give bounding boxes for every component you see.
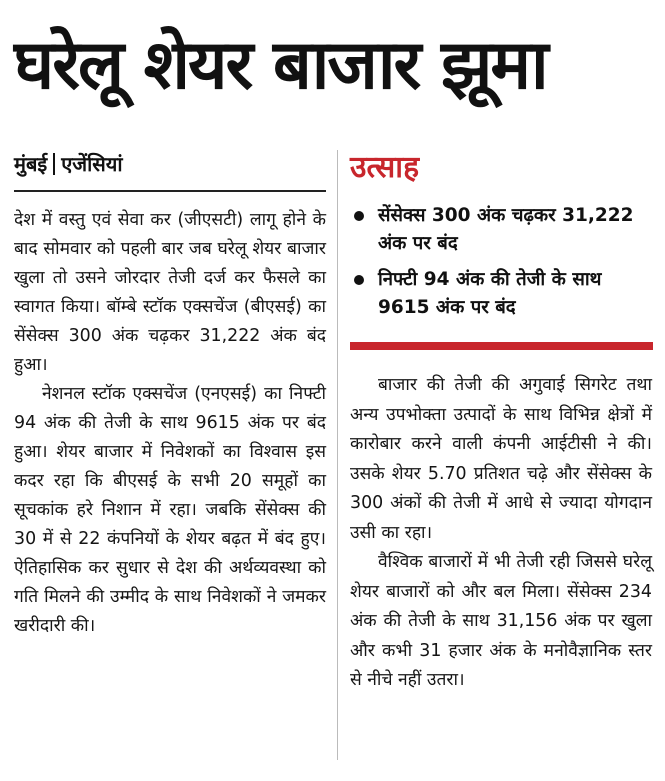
headline: घरेलू शेयर बाजार झूमा (14, 26, 547, 105)
right-paragraph-2: वैश्विक बाजारों में भी तेजी रही जिससे घरेलू शेयर बाजारों को और बल मिला। सेंसेक्स 234 अंक की तेजी के साथ 31,156 अंक पर खुला और कभी 31 हजार अंक के मनोवैज्ञानिक स्तर से नीचे नहीं उतरा। (350, 552, 652, 690)
right-column (350, 371, 652, 696)
column-divider (337, 150, 338, 760)
highlight-bullet-text: निफ्टी 94 अंक की तेजी के साथ 9615 अंक पर बंद (378, 269, 602, 318)
highlight-accent-bar (350, 342, 653, 350)
bullet-dot-icon (354, 211, 364, 221)
bullet-dot-icon (354, 275, 364, 285)
dateline-place: मुंबई (14, 152, 48, 176)
right-paragraph-1: बाजार की तेजी की अगुवाई सिगरेट तथा अन्य उपभोक्ता उत्पादों के साथ विभिन्न क्षेत्रों में कारोबार करने वाली कंपनी आईटीसी ने की। उसके शेयर 5.70 प्रतिशत चढ़े और सेंसेक्स के 300 अंकों की तेजी में आधे से ज्यादा योगदान उसी का रहा। (350, 375, 652, 543)
dateline-rule (14, 190, 326, 192)
highlight-bullet-2 (352, 266, 652, 322)
highlight-title: उत्साह (350, 150, 419, 185)
dateline-agency: एजेंसियां (61, 152, 123, 176)
dateline-separator (53, 153, 55, 175)
left-paragraph-1: देश में वस्तु एवं सेवा कर (जीएसटी) लागू होने के बाद सोमवार को पहली बार जब घरेलू शेयर बाजार खुला तो उसने जोरदार तेजी दर्ज कर फैसले का स्वागत किया। बॉम्बे स्टॉक एक्सचेंज (बीएसई) का सेंसेक्स 300 अंक चढ़कर 31,222 अंक बंद हुआ। (14, 210, 326, 375)
highlight-bullet-text: सेंसेक्स 300 अंक चढ़कर 31,222 अंक पर बंद (378, 205, 634, 254)
highlight-bullets (352, 202, 652, 330)
highlight-bullet-1 (352, 202, 652, 258)
left-column (14, 206, 326, 641)
left-paragraph-2: नेशनल स्टॉक एक्सचेंज (एनएसई) का निफ्टी 94 अंक की तेजी के साथ 9615 अंक पर बंद हुआ। शेयर बाजार में निवेशकों का विश्वास इस कदर रहा कि बीएसई के सभी 20 समूहों का सूचकांक हरे निशान में रहा। जबकि सेंसेक्स की 30 में से 22 कंपनियों के शेयर बढ़त में बंद हुए। ऐतिहासिक कर सुधार से देश की अर्थव्यवस्था को गति मिलने की उम्मीद के साथ निवेशकों ने जमकर खरीदारी की। (14, 384, 326, 636)
dateline (14, 150, 123, 177)
